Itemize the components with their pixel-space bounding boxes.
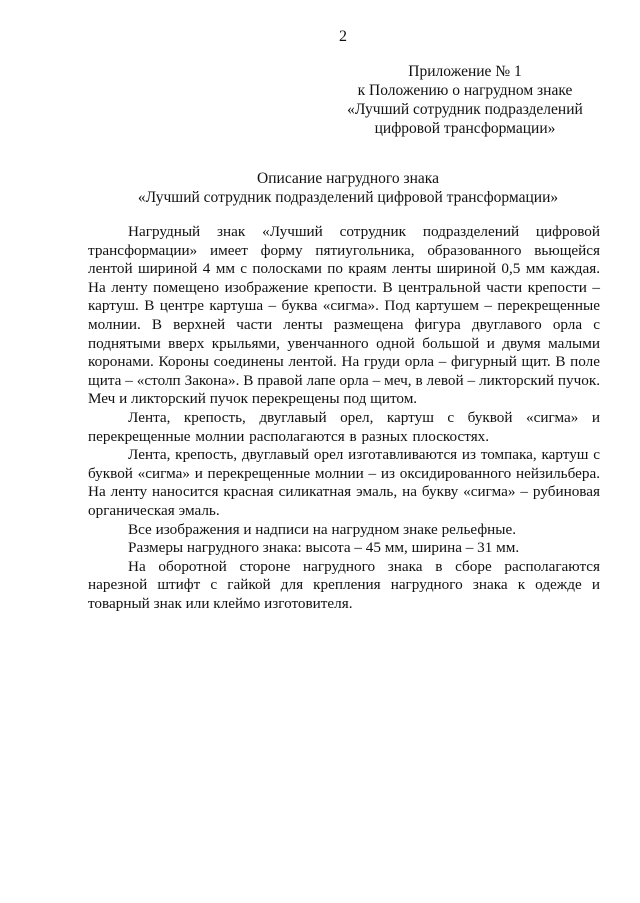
appendix-line-number: Приложение № 1 (408, 63, 522, 80)
paragraph-dimensions: Размеры нагрудного знака: высота – 45 мм, ширина – 31 мм. (128, 539, 520, 557)
document-body (88, 223, 600, 613)
document-title (90, 169, 606, 207)
appendix-header (340, 62, 590, 138)
appendix-line-badge-name-1: «Лучший сотрудник подразделений (347, 101, 583, 118)
title-line-badge-name: «Лучший сотрудник подразделений цифровой трансформации» (137, 189, 559, 206)
paragraph-relief: Все изображения и надписи на нагрудном знаке рельефные. (128, 520, 517, 538)
paragraph-planes: Лента, крепость, двуглавый орел, картуш с буквой «сигма» и перекрещенные молнии располагаются в разных плоскостях. (88, 408, 600, 445)
appendix-line-regulation: к Положению о нагрудном знаке (357, 82, 573, 99)
paragraph-reverse-side: На оборотной стороне нагрудного знака в сборе располагаются нарезной штифт с гайкой для крепления нагрудного знака к одежде и товарный знак или клеймо изготовителя. (88, 557, 600, 612)
paragraph-badge-form: Нагрудный знак «Лучший сотрудник подразделений цифровой трансформации» имеет форму пятиугольника, образованного вьющейся лентой шириной 4 мм с полосками по краям ленты шириной 0,5 мм каждая. На ленту помещено изображение крепости. В центральной части крепости – картуш. В центре картуша – буква «сигма». Под картушем – перекрещенные молнии. В верхней части ленты размещена фигура двуглавого орла с поднятыми вверх крыльями, увенчанного одной большой и двумя малыми коронами. Короны соединены лентой. На груди орла – фигурный щит. В поле щита – «столп Закона». В правой лапе орла – меч, в левой – ликторский пучок. Меч и ликторский пучок перекрещены под щитом. (88, 223, 600, 408)
paragraph-materials: Лента, крепость, двуглавый орел изготавливаются из томпака, картуш с буквой «сигма» и перекрещенные молнии – из оксидированного нейзильбера. На ленту наносится красная силикатная эмаль, на букву «сигма» – рубиновая органическая эмаль. (88, 446, 600, 519)
appendix-line-badge-name-2: цифровой трансформации» (374, 120, 556, 137)
title-line-description: Описание нагрудного знака (257, 170, 439, 187)
page-number: 2 (339, 28, 347, 45)
